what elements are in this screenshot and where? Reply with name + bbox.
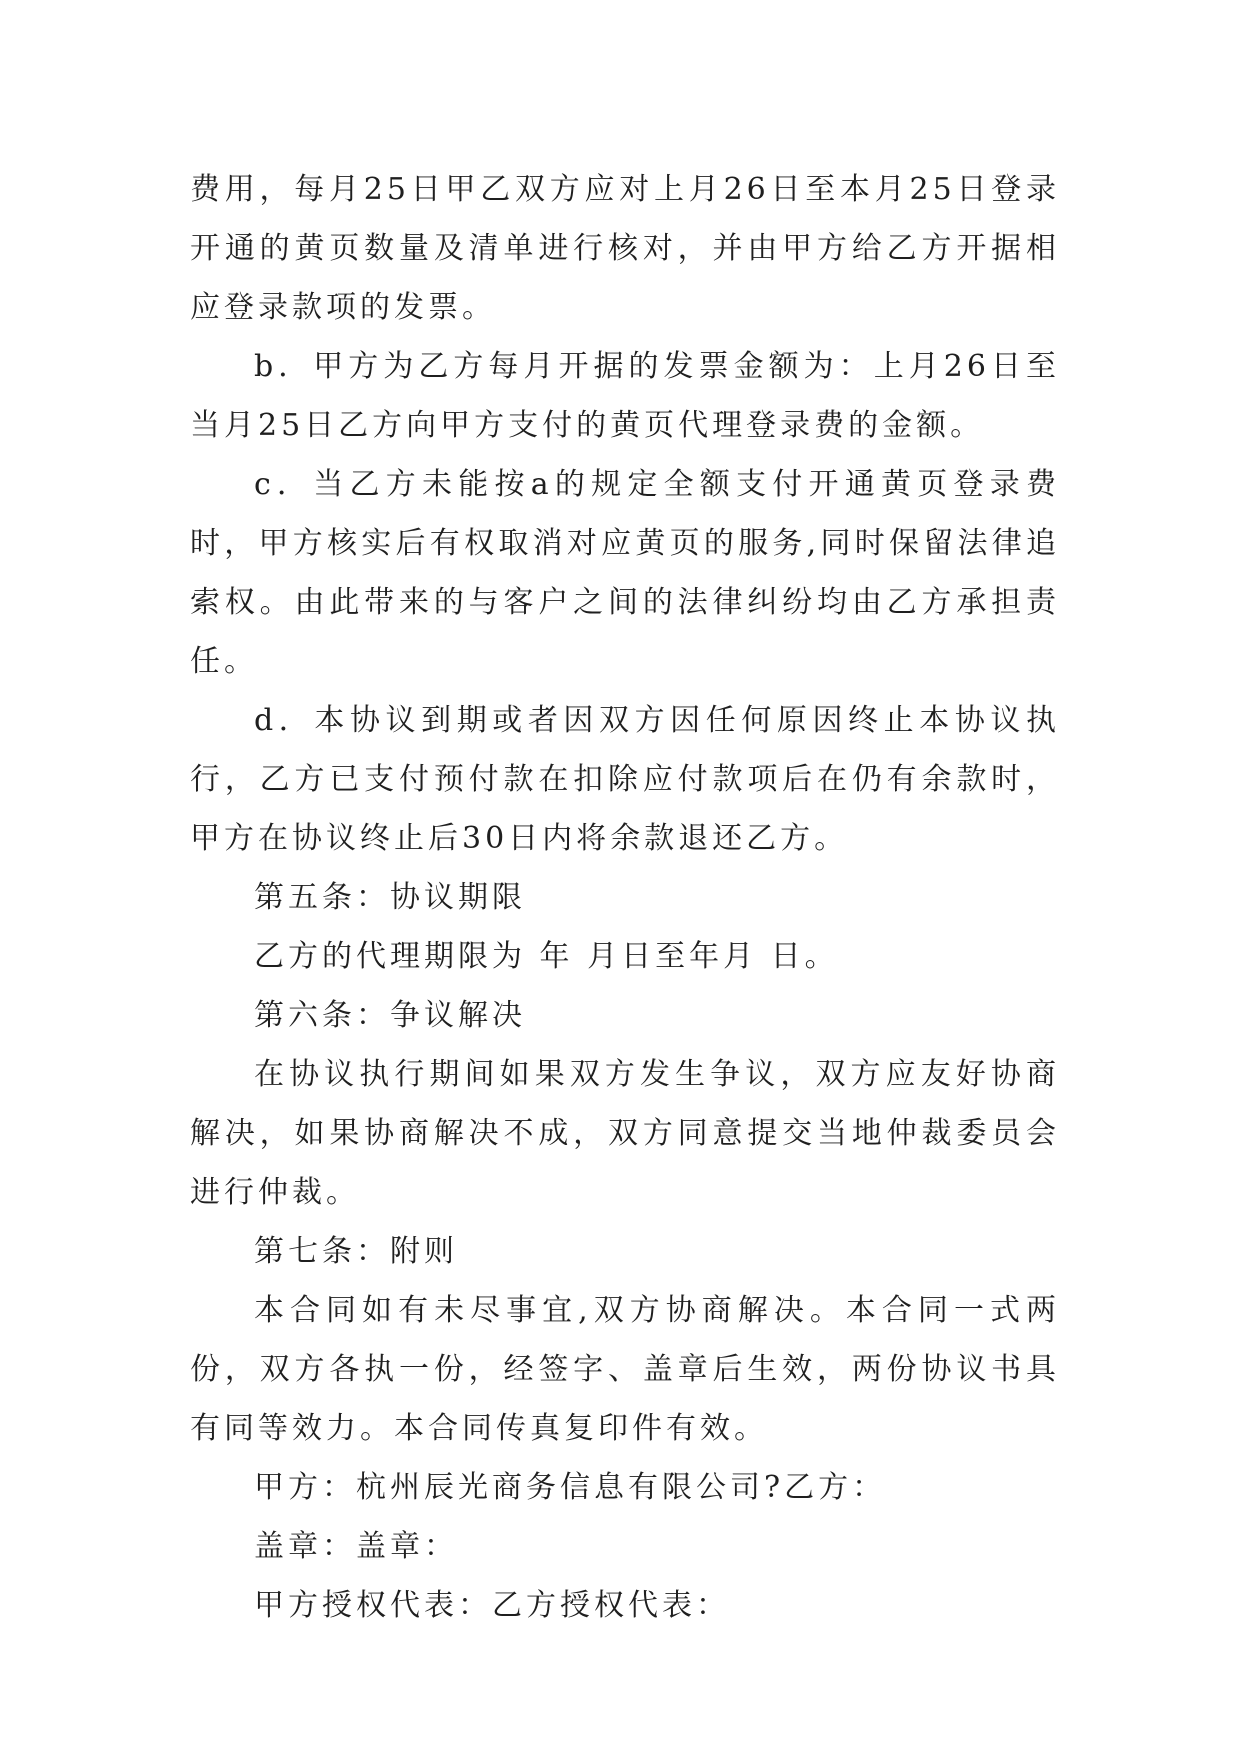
heading-article-6: 第六条：争议解决 [254, 998, 526, 1033]
paragraph-dispute-resolution: 在协议执行期间如果双方发生争议，双方应友好协商解决，如果协商解决不成，双方同意提交当地仲裁委员会进行仲裁。 [190, 1057, 1060, 1210]
paragraph-agency-term: 乙方的代理期限为 年 月日至年月 日。 [254, 939, 839, 974]
paragraph-clause-d: d．本协议到期或者因双方因任何原因终止本协议执行，乙方已支付预付款在扣除应付款项后在仍有余款时，甲方在协议终止后30日内将余款退还乙方。 [190, 703, 1060, 856]
paragraph-supplementary-terms: 本合同如有未尽事宜,双方协商解决。本合同一式两份，双方各执一份，经签字、盖章后生效，两份协议书具有同等效力。本合同传真复印件有效。 [190, 1293, 1060, 1446]
heading-article-7: 第七条：附则 [254, 1234, 458, 1269]
paragraph-clause-b: b．甲方为乙方每月开据的发票金额为：上月26日至当月25日乙方向甲方支付的黄页代理登录费的金额。 [190, 349, 1060, 443]
signature-seals: 盖章：盖章： [254, 1529, 458, 1564]
signature-parties: 甲方：杭州辰光商务信息有限公司?乙方： [254, 1470, 887, 1505]
heading-article-5: 第五条：协议期限 [254, 880, 526, 915]
paragraph-fee-reconciliation: 费用，每月25日甲乙双方应对上月26日至本月25日登录开通的黄页数量及清单进行核对，并由甲方给乙方开据相应登录款项的发票。 [190, 172, 1060, 325]
signature-representatives: 甲方授权代表：乙方授权代表： [254, 1588, 730, 1623]
paragraph-clause-c: c．当乙方未能按a的规定全额支付开通黄页登录费时，甲方核实后有权取消对应黄页的服务,同时保留法律追索权。由此带来的与客户之间的法律纠纷均由乙方承担责任。 [190, 467, 1060, 679]
document-body [190, 160, 1060, 1635]
